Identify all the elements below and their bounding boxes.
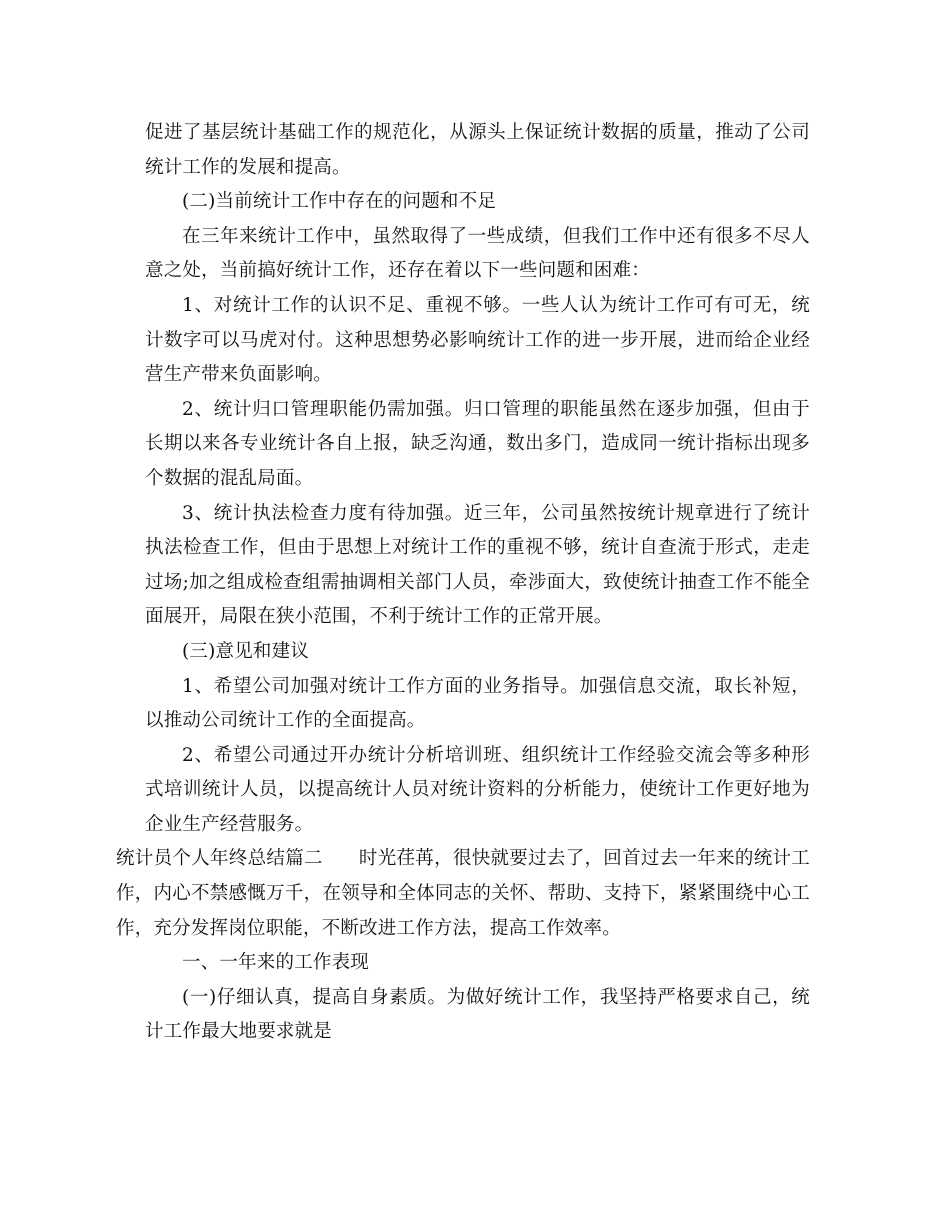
section-two-intro [116,842,810,946]
heading-suggestions: (三)意见和建议 [182,640,310,662]
paragraph-suggestion-2: 2、希望公司通过开办统计分析培训班、组织统计工作经验交流会等多种形式培训统计人员，以提高统计人员对统计资料的分析能力，使统计工作更好地为企业生产经营服务。 [145,744,810,835]
paragraph-problem-1: 1、对统计工作的认识不足、重视不够。一些人认为统计工作可有可无，统计数字可以马虎对付。这种思想势必影响统计工作的进一步开展，进而给企业经营生产带来负面影响。 [145,294,810,386]
paragraph-problem-3: 3、统计执法检查力度有待加强。近三年，公司虽然按统计规章进行了统计执法检查工作，但由于思想上对统计工作的重视不够，统计自查流于形式，走走过场;加之组成检查组需抽调相关部门人员，牵涉面大，致使统计抽查工作不能全面展开，局限在狭小范围，不利于统计工作的正常开展。 [145,502,810,628]
section-intro-text: 时光荏苒，很快就要过去了，回首过去一年来的统计工作，内心不禁感慨万千，在领导和全体同志的关怀、帮助、支持下，紧紧围绕中心工作，充分发挥岗位职能，不断改进工作方法，提高工作效率。 [116,848,810,939]
section-title: 统计员个人年终总结篇二 [116,848,323,870]
heading-work-performance: 一、一年来的工作表现 [182,952,370,974]
paragraph-problem-2: 2、统计归口管理职能仍需加强。归口管理的职能虽然在逐步加强，但由于长期以来各专业统计各自上报，缺乏沟通，数出多门，造成同一统计指标出现多个数据的混乱局面。 [145,398,810,489]
document-body [116,116,810,1050]
paragraph-suggestion-1: 1、希望公司加强对统计工作方面的业务指导。加强信息交流，取长补短，以推动公司统计工作的全面提高。 [145,675,810,732]
paragraph-problems-intro: 在三年来统计工作中，虽然取得了一些成绩，但我们工作中还有很多不尽人意之处，当前搞好统计工作，还存在着以下一些问题和困难： [145,225,810,282]
paragraph-continuation: 促进了基层统计基础工作的规范化，从源头上保证统计数据的质量，推动了公司统计工作的发展和提高。 [145,122,810,178]
heading-problems: (二)当前统计工作中存在的问题和不足 [182,191,497,213]
paragraph-careful-work: (一)仔细认真，提高自身素质。为做好统计工作，我坚持严格要求自己，统计工作最大地要求就是 [145,986,810,1043]
